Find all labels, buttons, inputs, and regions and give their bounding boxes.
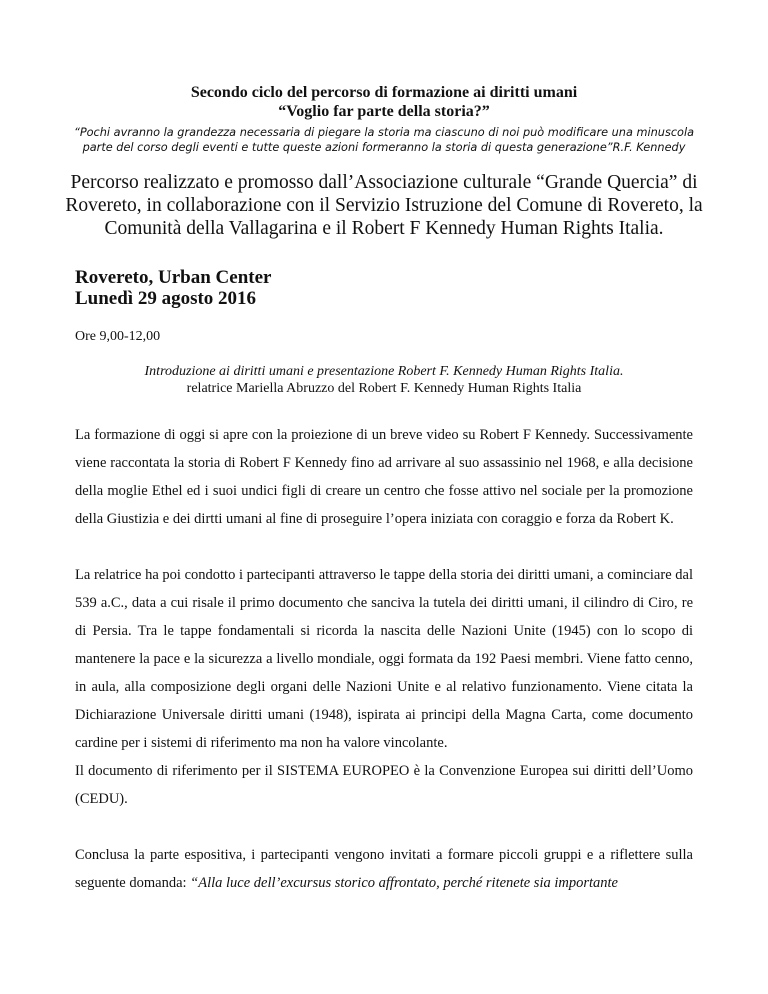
body-paragraph-1: La formazione di oggi si apre con la proiezione di un breve video su Robert F Kennedy. Successivamente viene raccontata la storia di Robert F Kennedy fino ad arrivare al suo assassinio nel 1968, e alla decisione della moglie Ethel ed i suoi undici figli di creare un centro che fosse attivo nel sociale per la promozione della Giustizia e dei dirtti umani al fine di proseguire l’opera iniziata con coraggio e forza da Robert K. [75,427,693,527]
body-paragraph-4-lead: Conclusa la parte espositiva, i partecipanti vengono invitati a formare piccoli gruppi e a riflettere sulla seguente domanda: [75,847,693,891]
intro-paragraph: Percorso realizzato e promosso dall’Associazione culturale “Grande Quercia” di Rovereto, in collaborazione con il Servizio Istruzione del Comune di Rovereto, la Comunità della Vallagarina e il Robert F Kennedy Human Rights Italia. [65,172,703,239]
event-date: Lunedì 29 agosto 2016 [75,288,257,309]
event-time: Ore 9,00-12,00 [75,329,161,344]
document-page [65,0,703,897]
body-paragraph-4-question: “Alla luce dell’excursus storico affrontato, perché ritenete sia importante [190,875,618,891]
body-paragraph-4 [75,841,693,897]
kennedy-quote: “Pochi avranno la grandezza necessaria di piegare la storia ma ciascuno di noi può modificare una minuscola parte del corso degli eventi e tutte queste azioni formeranno la storia di questa generazione”R.F. Kennedy [73,126,695,154]
event-location: Rovereto, Urban Center [75,267,272,288]
document-subtitle: “Voglio far parte della storia?” [278,103,490,120]
session-topic: Introduzione ai diritti umani e presentazione Robert F. Kennedy Human Rights Italia. [144,364,624,379]
document-title: Secondo ciclo del percorso di formazione ai diritti umani [190,84,578,101]
session-info [75,363,693,397]
body-paragraph-3: Il documento di riferimento per il SISTEMA EUROPEO è la Convenzione Europea sui diritti dell’Uomo (CEDU). [75,763,693,807]
session-speaker: relatrice Mariella Abruzzo del Robert F. Kennedy Human Rights Italia [186,381,582,396]
body-paragraph-2: La relatrice ha poi condotto i partecipanti attraverso le tappe della storia dei diritti umani, a cominciare dal 539 a.C., data a cui risale il primo documento che sanciva la tutela dei diritti umani, il cilindro di Ciro, re di Persia. Tra le tappe fondamentali si ricorda la nascita delle Nazioni Unite (1945) con lo scopo di mantenere la pace e la sicurezza a livello mondiale, oggi formata da 192 Paesi membri. Viene fatto cenno, in aula, alla composizione degli organi delle Nazioni Unite e al relativo funzionamento. Viene citata la Dichiarazione Universale diritti umani (1948), ispirata ai principi della Magna Carta, come documento cardine per i sistemi di riferimento ma non ha valore vincolante. [75,567,693,751]
